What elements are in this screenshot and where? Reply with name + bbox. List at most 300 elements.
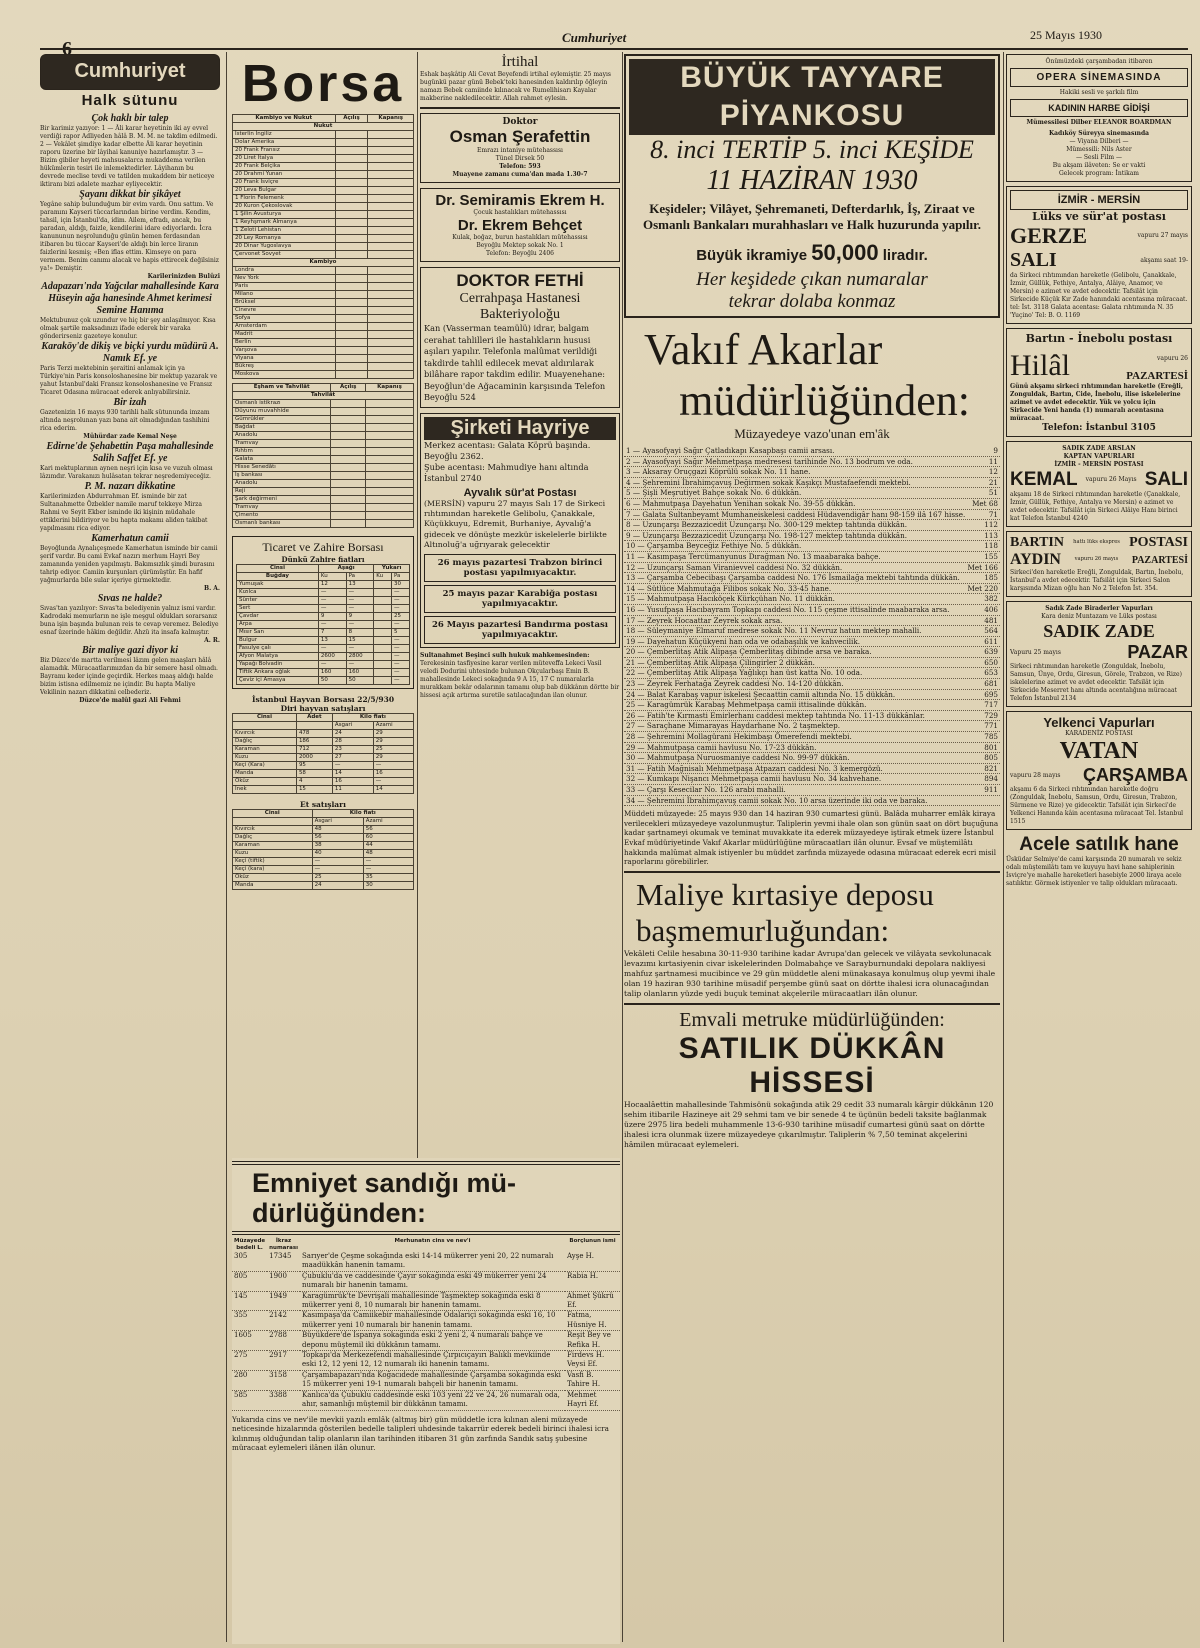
value-cell xyxy=(335,179,368,187)
value-cell xyxy=(335,243,368,251)
value-cell xyxy=(331,472,366,480)
value-cell xyxy=(368,147,414,155)
divider xyxy=(420,107,620,109)
emniyet-cell: 2917 xyxy=(267,1351,300,1371)
emniyet-cell: Kasımpaşa'da Camiikebir mahallesinde Odalariçi sokağında eski 16, 10 mükerrer yeni 10 numaralı bir hanenin tamamı. xyxy=(300,1311,565,1331)
vakif-item-number: 650 xyxy=(984,657,998,667)
column-divider xyxy=(1003,52,1004,1642)
value-cell xyxy=(335,155,368,163)
vakif-item-text: 8 — Uzunçarşı Bezzazicedit Uzunçarşı No. 300-129 mektep tahtında dükkân. xyxy=(626,520,907,530)
col-header: Merhunatın cins ve nev'i xyxy=(394,1238,471,1244)
value-cell xyxy=(374,645,392,653)
vakif-item-text: 25 — Karagümrük Karabaş Mehmetpaşa camii ittisalinde dükkân. xyxy=(626,700,867,710)
ad-line: Lüks ve sür'at postası xyxy=(1032,210,1166,223)
value-cell xyxy=(368,139,414,147)
vakif-item xyxy=(624,605,1000,616)
letter-heading: Şayanı dikkat bir şikâyet xyxy=(79,189,181,200)
vakif-item-number: 112 xyxy=(984,520,998,530)
yelkenci-vapurlari-ad xyxy=(1006,711,1192,830)
ad-name: BARTIN xyxy=(1010,535,1064,550)
doktor-osman-ad xyxy=(420,113,620,183)
vakif-item-text: 12 — Uzunçarşı Saman Viranievvel caddesi No. 32 dükkân. xyxy=(626,562,843,572)
vakif-item xyxy=(624,510,1000,521)
ad-name: KADININ HARBE GİDİŞİ xyxy=(1010,99,1188,117)
ship-ads-column xyxy=(1006,54,1192,1644)
sub-header: Ku xyxy=(374,573,392,581)
table-row xyxy=(233,826,414,834)
vakif-item-number: 118 xyxy=(984,541,998,551)
row-label: İsterlin İngiliz xyxy=(233,131,336,139)
row-label: Çeviz içi Amasya xyxy=(237,677,319,685)
value-cell xyxy=(335,139,368,147)
table-row xyxy=(233,243,414,251)
value-cell: 14 xyxy=(373,786,413,794)
row-label: Varşova xyxy=(233,347,336,355)
tayyare-date: 11 HAZİRAN 1930 xyxy=(706,165,918,196)
row-label: 20 Frank Belçika xyxy=(233,163,336,171)
prize-amount: 50,000 xyxy=(811,240,879,265)
table-row xyxy=(232,1331,620,1351)
emniyet-cell: Ahmet Şükrü Ef. xyxy=(565,1291,620,1311)
row-label: Amsterdam xyxy=(233,323,336,331)
table-row xyxy=(233,464,414,472)
value-cell xyxy=(335,299,368,307)
table-row xyxy=(233,746,414,754)
ad-line: Muayene zamanı cuma'dan mada 1.30-7 xyxy=(452,171,588,178)
value-cell xyxy=(331,496,366,504)
value-cell xyxy=(331,400,366,408)
sadik-zade-arslan-ad xyxy=(1006,441,1192,527)
ad-line: Mümessilesi Dilber ELEANOR BOARDMAN xyxy=(1026,119,1172,126)
table-row xyxy=(233,179,414,187)
value-cell xyxy=(368,347,414,355)
tayyare-keside: 8. inci TERTİP 5. inci KEŞİDE xyxy=(650,135,974,164)
ad-line: hattı lüks ekspres xyxy=(1073,539,1120,546)
row-label: Çervonet Sovyet xyxy=(233,251,336,259)
col-header: Kilo fiatı xyxy=(332,714,413,722)
ship-name: AYDIN xyxy=(1010,551,1061,568)
letter-signature: Düzce'de malûl gazi Ali Fehmi xyxy=(79,697,181,704)
emniyet-cell: Fatma, Hüsniye H. xyxy=(565,1311,620,1331)
vakif-item-text: 31 — Fatih Mağnisalı Mehmetpaşa Atpazarı caddesi No. 3 kemergözü. xyxy=(626,763,883,773)
vakif-item-text: 4 — Şehremini İbrahimçavuş Değirmen sokak Kaşıkçı Mustafaefendi mektebi. xyxy=(626,477,911,487)
emval-title: Emvali metruke müdürlüğünden: xyxy=(679,1008,945,1031)
vakif-item-number: 717 xyxy=(984,700,998,710)
value-cell: 712 xyxy=(296,746,332,754)
emniyet-cell: 3388 xyxy=(267,1390,300,1410)
letter-body: Beyoğlunda Aynalıçeşmede Kamerhatun isminde bir camii şerif vardır. Bu cami Evkaf nazırı merhum Hayri Bey zamanında yeniden yapılmıştı. Bakımsızlık şimdi burasını tahrip ediyor. Camiin kurşunları çürümüştür. En hafif yağmurlarda bile sular içeriye girmektedir. xyxy=(40,545,218,584)
vakif-item-text: 3 — Aksaray Oruçgazi Köprülü sokak No. 11 hane. xyxy=(626,467,811,477)
row-label: Yumuşak xyxy=(237,581,319,589)
value-cell xyxy=(335,219,368,227)
notice-box: 26 mayıs pazartesi Trabzon birinci postası yapılmıyacaktır. xyxy=(424,554,616,582)
vakif-item xyxy=(624,520,1000,531)
header-paper-name: Cumhuriyet xyxy=(562,30,627,45)
ship-note: vapuru 26 Mayıs xyxy=(1085,476,1137,483)
vakif-item-number: 9 xyxy=(993,446,998,455)
maliye-title: başmemurluğundan: xyxy=(636,912,890,948)
table-row xyxy=(237,613,410,621)
sub-header: Pa xyxy=(391,573,409,581)
table-row xyxy=(233,291,414,299)
table-row xyxy=(233,874,414,882)
value-cell xyxy=(368,179,414,187)
letter-heading: Karaköy'de dikiş ve biçki yurdu müdürü A. Namık Ef. ye xyxy=(41,341,219,364)
emniyet-cell: 17345 xyxy=(267,1252,300,1271)
table-row xyxy=(233,203,414,211)
vakif-item xyxy=(624,658,1000,669)
ticaret-subtitle: Dünkü Zahire fiatları xyxy=(281,555,365,564)
vakif-item xyxy=(624,668,1000,679)
ad-name: Yelkenci Vapurları xyxy=(1043,715,1155,730)
letter-heading: Bir izah xyxy=(113,397,147,408)
vakif-item-text: 9 — Uzunçarşı Bezzazicedit Uzunçarşı No. 198-127 mektep tahtında dükkân. xyxy=(626,530,907,540)
ship-note: vapuru 28 mayıs xyxy=(1010,771,1061,779)
vakif-item-text: 15 — Mahmutpaşa Hacıköçek Kürkçühan No. 11 dükkân. xyxy=(626,594,835,604)
table-row xyxy=(237,597,410,605)
value-cell: — xyxy=(391,661,409,669)
vakif-item-number: 894 xyxy=(984,774,998,784)
vakif-item xyxy=(624,721,1000,732)
ad-name: DOKTOR FETHİ xyxy=(456,271,584,290)
value-cell xyxy=(335,163,368,171)
table-row xyxy=(233,858,414,866)
ad-name: OPERA SİNEMASINDA xyxy=(1010,68,1188,87)
ad-line: İZMİR - MERSİN POSTASI xyxy=(1054,461,1144,468)
ad-line: — Viyana Dilberi — xyxy=(1069,138,1129,145)
col-header: Adet xyxy=(296,714,332,722)
col-header: Cinsi xyxy=(237,565,319,573)
vakif-item xyxy=(624,616,1000,627)
value-cell xyxy=(331,520,366,528)
value-cell: 29 xyxy=(373,738,413,746)
value-cell: — xyxy=(318,621,346,629)
value-cell xyxy=(368,331,414,339)
value-cell xyxy=(374,677,392,685)
emniyet-cell: 2788 xyxy=(267,1331,300,1351)
cumhuriyet-logo: Cumhuriyet xyxy=(40,54,220,90)
emniyet-cell: 145 xyxy=(232,1291,267,1311)
row-label: Kıvırcık xyxy=(233,730,297,738)
value-cell: 48 xyxy=(363,850,413,858)
value-cell: 11 xyxy=(332,786,373,794)
row-label: Tramvay xyxy=(233,440,331,448)
row-label: Dolar Amerika xyxy=(233,139,336,147)
vakif-item-number: 801 xyxy=(984,742,998,752)
value-cell: — xyxy=(346,621,374,629)
value-cell xyxy=(335,307,368,315)
table-row xyxy=(233,416,414,424)
emniyet-cell: Kanlıca'da Çubuklu caddesinde eski 103 yeni 22 ve 24, 26 numaralı oda, ahır, samanlığı müştemil bir dükkânın tamamı. xyxy=(300,1390,565,1410)
value-cell xyxy=(331,512,366,520)
vakif-item-number: Met 220 xyxy=(967,583,998,593)
maliye-title: Maliye kırtasiye deposu xyxy=(636,876,934,912)
letter-signature: Mühürdar zade Kemal Neşe xyxy=(83,433,177,440)
ship-note: vapuru 26 mayıs xyxy=(1074,556,1119,563)
emniyet-cell: Firdevs H. Veysi Ef. xyxy=(565,1351,620,1371)
tayyare-piyankosu-ad xyxy=(624,54,1000,318)
row-label: 20 Leva Bulgar xyxy=(233,187,336,195)
value-cell xyxy=(335,347,368,355)
value-cell xyxy=(331,488,366,496)
ad-text: Sirkeci rıhtımından hareketle (Zonguldak, İnebolu, Samsun, Ünye, Ordu, Giresun, Görele, Trabzon, ve Rize) iskelelerine azimet ve avdet edecektir. Tafsilât için Sirkecide Meserret hanı altında acentalığına müracaat Telefon İstanbul 2134 xyxy=(1010,663,1182,702)
table-row xyxy=(233,408,414,416)
table-row xyxy=(233,488,414,496)
hayvan-borsasi xyxy=(232,695,414,890)
table-row xyxy=(233,842,414,850)
value-cell: — xyxy=(346,597,374,605)
letter-signature: A. R. xyxy=(204,637,220,644)
letter-body: Mektubunuz çok uzundur ve hiç bir şey anlaşılmıyor. Kısa olmak şartile maksadınızı ifade ederek bir varaka gönderirseniz gazeteye konulur. xyxy=(40,317,216,340)
vakif-item-number: 805 xyxy=(984,753,998,763)
section-title: Nukut xyxy=(233,123,414,131)
vakif-subtitle: Müzayedeye vazo'unan em'âk xyxy=(734,426,890,441)
emniyet-cell: Ayşe H. xyxy=(565,1252,620,1271)
vakif-item-number: 51 xyxy=(988,488,998,498)
stripe xyxy=(232,1231,620,1235)
vakif-item-number: 771 xyxy=(984,721,998,731)
value-cell: 15 xyxy=(346,637,374,645)
table-row xyxy=(233,778,414,786)
value-cell: 28 xyxy=(332,738,373,746)
zahire-table xyxy=(236,564,410,685)
ad-line: Mümessili: Nils Aster xyxy=(1066,146,1132,153)
value-cell xyxy=(374,581,392,589)
table-row xyxy=(237,629,410,637)
value-cell xyxy=(335,267,368,275)
value-cell xyxy=(374,661,392,669)
value-cell xyxy=(335,187,368,195)
value-cell xyxy=(368,275,414,283)
emniyet-cell: Topkapı'da Merkezefendi mahallesinde Çırpıcıçayırı Balıklı mevkiinde eski 12, 12 yeni 12, 12 numaralı iki hanenin tamamı. xyxy=(300,1351,565,1371)
letter-heading: Bir maliye gazi diyor ki xyxy=(81,645,179,656)
vakif-item-text: 11 — Kasımpaşa Tercümanyunus Dırağman No. 13 maabaraka bahçe. xyxy=(626,551,881,561)
value-cell xyxy=(368,371,414,379)
ad-line: Kara deniz Muntazam ve Lüks postası xyxy=(1041,613,1157,620)
value-cell xyxy=(331,480,366,488)
table-row xyxy=(237,653,410,661)
value-cell: — xyxy=(391,621,409,629)
letter-body: Kari mektuplarının aynen neşri için kısa ve vuzuh olması lâzımdır. Varakanızı hulâsatan tekrar neşredemiyeceğiz. xyxy=(40,465,213,480)
ship-name: SADIK ZADE xyxy=(1043,621,1155,641)
row-label: Bağdat xyxy=(233,424,331,432)
row-label: Viyana xyxy=(233,355,336,363)
table-row xyxy=(233,424,414,432)
value-cell: — xyxy=(318,605,346,613)
letter-heading: P. M. nazarı dikkatine xyxy=(84,481,176,492)
ship-day: PAZAR xyxy=(1127,642,1188,662)
col-header: Açılış xyxy=(335,115,368,123)
value-cell: 29 xyxy=(373,754,413,762)
table-row xyxy=(233,730,414,738)
vakif-item-number: 11 xyxy=(988,456,998,466)
doktor-fethi-ad xyxy=(420,267,620,408)
value-cell: 2600 xyxy=(318,653,346,661)
row-label: Paris xyxy=(233,283,336,291)
value-cell xyxy=(331,456,366,464)
value-cell xyxy=(366,512,414,520)
value-cell xyxy=(366,400,414,408)
emniyet-foot: Yukarıda cins ve nev'ile mevkii yazılı emlâk (altmış bir) gün müddetle icra kılınan aleni müzayede neticesinde hizalarında gösterilen bedelle talipleri uhdesinde takarrür ederek bedeli birinci ihalesi icra kılınmış olduğundan talip olanların ilan tarihinden itibaren 31 gün zarfında Sandık satış şubesine müracaat eylemeleri ilânen ilân olunur. xyxy=(232,1414,609,1453)
value-cell xyxy=(366,496,414,504)
vakif-item xyxy=(624,541,1000,552)
row-label: Öküz xyxy=(233,778,297,786)
value-cell: 16 xyxy=(332,778,373,786)
mahkeme-title: Sultanahmet Beşinci sulh hukuk mahkemesinden: xyxy=(420,651,590,659)
value-cell xyxy=(366,432,414,440)
vakif-item-number: Met 68 xyxy=(972,498,998,508)
value-cell xyxy=(335,363,368,371)
vakif-item-number: 12 xyxy=(988,467,998,477)
row-label: 1 Zeloti Lehistan xyxy=(233,227,336,235)
value-cell: 60 xyxy=(363,834,413,842)
table-row xyxy=(233,472,414,480)
value-cell: 12 xyxy=(318,581,346,589)
value-cell: 30 xyxy=(391,581,409,589)
value-cell xyxy=(374,629,392,637)
table-row xyxy=(233,520,414,528)
table-row xyxy=(237,645,410,653)
vakif-item-text: 32 — Kumkapı Nişancı Mehmetpaşa camii havlusu No. 34 kahvehane. xyxy=(626,774,882,784)
vakif-item-text: 29 — Mahmutpaşa camii havlusu No. 17-23 dükkân. xyxy=(626,742,817,752)
value-cell xyxy=(366,448,414,456)
value-cell: 4 xyxy=(296,778,332,786)
value-cell xyxy=(331,408,366,416)
value-cell: 25 xyxy=(312,874,363,882)
row-label: Keçi (tiftik) xyxy=(233,858,313,866)
value-cell: 9 xyxy=(318,613,346,621)
row-label: Galata xyxy=(233,456,331,464)
table-row xyxy=(233,786,414,794)
table-row xyxy=(233,432,414,440)
row-label: Gümrükler xyxy=(233,416,331,424)
table-row xyxy=(232,1311,620,1331)
table-row xyxy=(233,331,414,339)
emniyet-cell: 1900 xyxy=(267,1271,300,1291)
row-label: Anadolu xyxy=(233,480,331,488)
table-row xyxy=(233,339,414,347)
ad-line: Telefon: 593 xyxy=(499,163,541,170)
value-cell xyxy=(366,488,414,496)
notice-box: 25 mayıs pazar Karabiğa postası yapılmıyacaktır. xyxy=(424,585,616,613)
vakif-item xyxy=(624,679,1000,690)
row-label: Bulgur xyxy=(237,637,319,645)
row-label: Osmanlı istikrazı xyxy=(233,400,331,408)
value-cell xyxy=(368,315,414,323)
value-cell xyxy=(335,251,368,259)
tayyare-title: BÜYÜK TAYYARE PİYANKOSU xyxy=(629,59,995,135)
value-cell: — xyxy=(391,645,409,653)
value-cell: 27 xyxy=(332,754,373,762)
row-label: Reji xyxy=(233,488,331,496)
value-cell: — xyxy=(391,597,409,605)
col-header: Eşham ve Tahvilât xyxy=(233,384,331,392)
value-cell xyxy=(331,424,366,432)
bartin-aydin-ad xyxy=(1006,531,1192,597)
value-cell: — xyxy=(391,669,409,677)
row-label: Bükreş xyxy=(233,363,336,371)
sirketi-hayriye-ad xyxy=(420,413,620,648)
emniyet-cell: Çubuklu'da ve caddesinde Çayır sokağında eski 49 mükerrer yeni 24 numaralı bir hanenin tamamı. xyxy=(300,1271,565,1291)
bartin-inebolu-ad xyxy=(1006,328,1192,437)
value-cell xyxy=(374,669,392,677)
emniyet-cell: 3158 xyxy=(267,1370,300,1390)
vakif-item xyxy=(624,637,1000,648)
value-cell xyxy=(368,163,414,171)
vakif-item-number: 911 xyxy=(984,785,998,794)
value-cell: — xyxy=(346,589,374,597)
value-cell: — xyxy=(391,637,409,645)
value-cell xyxy=(366,424,414,432)
row-label: Tramvay xyxy=(233,504,331,512)
row-label: Berlin xyxy=(233,339,336,347)
row-label: İş bankası xyxy=(233,472,331,480)
row-label: Sofya xyxy=(233,315,336,323)
ad-name: Dr. Semiramis Ekrem H. xyxy=(435,192,605,209)
ad-line: Önümüzdeki çarşambadan itibaren xyxy=(1045,58,1153,65)
emniyet-cell: 805 xyxy=(232,1271,267,1291)
table-row xyxy=(233,882,414,890)
value-cell: — xyxy=(391,677,409,685)
row-label: 20 Dinar Yugoslavya xyxy=(233,243,336,251)
vakif-item-text: 34 — Şehremini İbrahimçavuş camii sokak No. 10 arsa üzerinde iki oda ve baraka. xyxy=(626,795,928,805)
vakif-item-text: 27 — Saraçhane Mimarayas Haydarhane No. 2 taşmektep. xyxy=(626,721,840,731)
vakif-item xyxy=(624,446,1000,457)
ad-text: Sirkeci'den hareketle Ereğli, Zonguldak, Bartın, İnebolu, İstanbul'a avdet edecektir. Tafsilât için Sirkeci Salon karşısında Mizan oğlu han No 2 Telefon İst. 354. xyxy=(1010,569,1184,592)
emniyet-cell: Reşit Bey ve Refika H. xyxy=(565,1331,620,1351)
divider xyxy=(624,871,1000,873)
vakif-item-number xyxy=(994,796,998,806)
vakif-item-number: 681 xyxy=(984,679,998,689)
col-header: Cinsi xyxy=(233,810,313,818)
page-header xyxy=(0,0,1200,48)
ad-name: Şirketi Hayriye xyxy=(424,417,616,440)
emval-headline: SATILIK DÜKKÂN HİSSESİ xyxy=(678,1031,946,1099)
hayvan-table xyxy=(232,713,414,794)
section-title: Kambiyo xyxy=(233,259,414,267)
row-label: 20 Kuron Çekoslovak xyxy=(233,203,336,211)
opera-sinemasi-ad xyxy=(1006,54,1192,182)
sub-header: Asgari xyxy=(332,722,373,730)
ad-text: Üsküdar Selmiye'de cami karşısında 20 numaralı ve sekiz odalı müştemilâtı tam ve kuyuyu havi hane sahiplerinin İsviçre'ye mahalle hareketleri hasebiyle 2000 liraya acele satılıktır. Görmek istiyenler ve talip oldukları müracaatı. xyxy=(1006,856,1182,887)
emniyet-table xyxy=(232,1238,620,1411)
emval-text: Hocaalâettin mahallesinde Tahmisönü sokağında atik 29 cedit 33 numaralı kârgir dükkânın 120 sehim itibarile Hazineye ait 29 sehmi tam ve bir senede 4 te üçünün bedeli taksite bağlanmak üzere 2975 lira bedeli muhammenle 13-6-930 tarihine müsadif cumartesi günü saat on dörtte ihalesi icra olunmak üzere müzayedeye çıkarılmıştır. Taliplerin % 7,50 teminat akçelerini hâmilen müracaat eylemeleri. xyxy=(624,1099,994,1149)
mahkeme-text: Terekesinin tasfiyesine karar verilen müteveffa Lekeci Vasil veledi Dodurini uhtesinde bulunan Okçularbaşı Emin B. mahallesinde Lekeci sokağında 9 A 15, 17 C numaralarla murakkam bekâr odalarının tamamı olup bab dükkânın dörtte bir hissesi açık artırma suretile satılacağından ilan olunur. xyxy=(420,659,620,699)
table-row xyxy=(233,400,414,408)
vakif-item-text: 1 — Ayasofyayi Sağır Çatladıkapı Kasapbaşı camii arsası. xyxy=(626,446,835,455)
value-cell xyxy=(366,408,414,416)
table-row xyxy=(237,669,410,677)
value-cell xyxy=(335,131,368,139)
row-label: Mısır San xyxy=(237,629,319,637)
row-label: 1 Şilin Avusturya xyxy=(233,211,336,219)
vakif-item-text: 26 — Fatih'te Kırmasti Emirlerhanı caddesi mektep tahtında No. 11-13 dükkânlar. xyxy=(626,710,925,720)
esham-table xyxy=(232,383,414,528)
value-cell xyxy=(374,597,392,605)
emniyet-title: Emniyet sandığı mü- xyxy=(252,1168,517,1198)
vakif-item-text: 24 — Balat Karabaş vapur iskelesi Şecaattin camii altında No. 15 dükkân. xyxy=(626,689,896,699)
row-label: Öküz xyxy=(233,874,313,882)
vakif-item xyxy=(624,626,1000,637)
letter-body: Paris Terzi mektebinin şeraitini anlamak için ya Türkiye'nin Paris konsoloshanesine bir mektup yazarak ve yahut İstanbul'daki Fransız konsoloshanesine ve Fransız Ticaret Odasına müracaat ederek anlıyabilirsiniz. xyxy=(40,365,218,396)
table-row xyxy=(233,139,414,147)
value-cell: 478 xyxy=(296,730,332,738)
table-row xyxy=(237,677,410,685)
table-row xyxy=(237,637,410,645)
table-row xyxy=(233,147,414,155)
value-cell: — xyxy=(373,762,413,770)
col-header: Müzayede bedeli L. xyxy=(234,1238,266,1251)
